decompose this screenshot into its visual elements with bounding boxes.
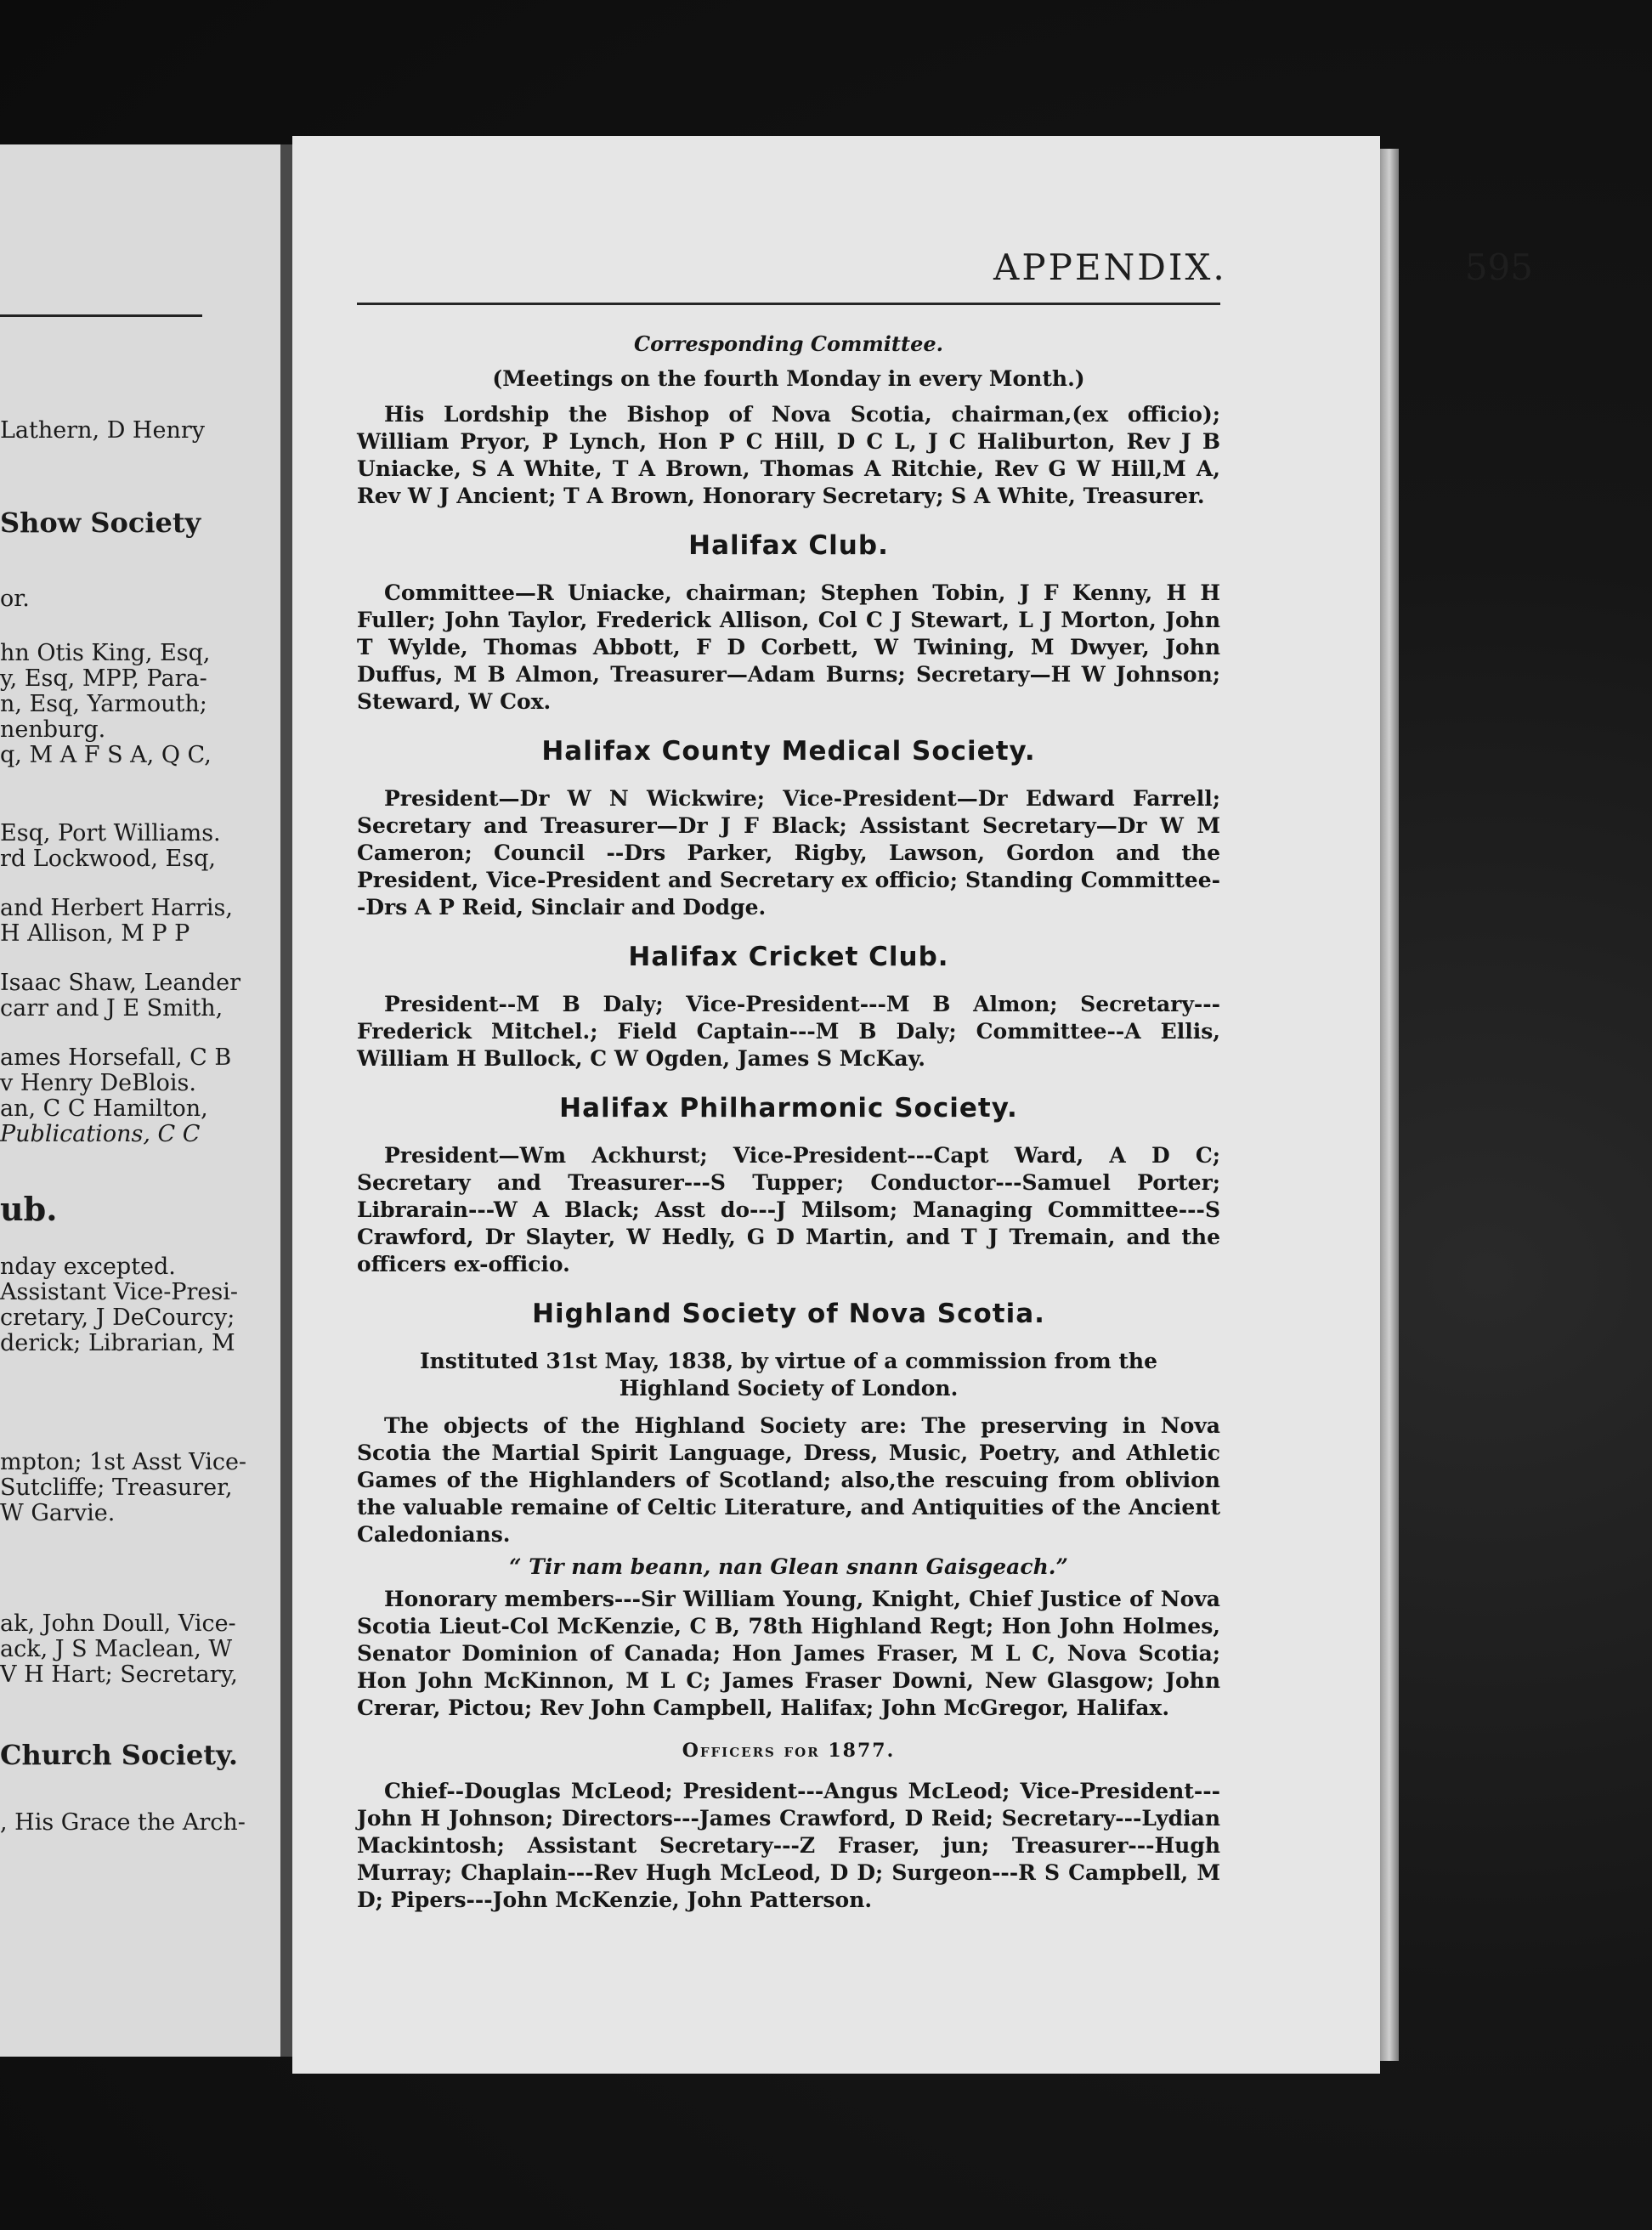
corresponding-committee-heading: Corresponding Committee.	[634, 331, 943, 356]
left-line: carr and J E Smith,	[0, 995, 223, 1022]
left-line: V H Hart; Secretary,	[0, 1661, 238, 1688]
left-line: v Henry DeBlois.	[0, 1070, 196, 1096]
book-gutter	[280, 144, 292, 2057]
left-line: Show Society	[0, 507, 201, 539]
left-line: W Garvie.	[0, 1500, 116, 1526]
highland-honorary-members: Honorary members---Sir William Young, Knight, Chief Justice of Nova Scotia Lieut-Col McKenzie, C B, 78th Highland Regt; Hon John Holmes, Senator Dominion of Canada; Hon James Fraser, M L C, Nova Scotia; Hon John McKinnon, M L C; James Fraser Downi, New Glasgow; John Crerar, Pictou; Rev John Campbell, Halifax; John McGregor, Halifax.	[357, 1587, 1220, 1720]
left-line: , His Grace the Arch-	[0, 1809, 246, 1836]
page-edge	[1380, 149, 1399, 2061]
left-line: mpton; 1st Asst Vice-	[0, 1449, 247, 1475]
left-line: nenburg.	[0, 716, 106, 743]
left-line: ub.	[0, 1190, 58, 1228]
medical-society-heading: Halifax County Medical Society.	[541, 736, 1036, 767]
meetings-note: (Meetings on the fourth Monday in every Month.)	[492, 366, 1085, 391]
left-line: Assistant Vice-Presi-	[0, 1279, 239, 1305]
corresponding-committee-body: His Lordship the Bishop of Nova Scotia, chairman,(ex officio); William Pryor, P Lynch, Hon P C Hill, D C L, J C Haliburton, Rev J B Uniacke, S A White, T A Brown, Thomas A Ritchie, Rev G W Hill,M A, Rev W J Ancient; T A Brown, Honorary Secretary; S A White, Treasurer.	[357, 402, 1220, 508]
philharmonic-society-body: President—Wm Ackhurst; Vice-President---Capt Ward, A D C; Secretary and Treasurer---S Tupper; Conductor---Samuel Porter; Librarain---W A Black; Asst do---J Milsom; Managing Committee---S Crawford, Dr Slayter, W Hedly, G D Martin, and T J Tremain, and the officers ex-officio.	[357, 1143, 1220, 1276]
left-line: ak, John Doull, Vice-	[0, 1610, 236, 1637]
left-line: y, Esq, MPP, Para-	[0, 665, 207, 692]
medical-society-body: President—Dr W N Wickwire; Vice-President—Dr Edward Farrell; Secretary and Treasurer—Dr J F Black; Assistant Secretary—Dr W M Cameron; Council --Drs Parker, Rigby, Lawson, Gordon and the President, Vice-President and Secretary ex officio; Standing Committee--Drs A P Reid, Sinclair and Dodge.	[357, 786, 1220, 920]
highland-instituted: Instituted 31st May, 1838, by virtue of a commission from the Highland Society of London.	[419, 1349, 1158, 1401]
highland-officers: Chief--Douglas McLeod; President---Angus McLeod; Vice-President---John H Johnson; Directors---James Crawford, D Reid; Secretary---Lydian Mackintosh; Assistant Secretary---Z Fraser, jun; Treasurer---Hugh Murray; Chaplain---Rev Hugh McLeod, D D; Surgeon---R S Campbell, M D; Pipers---John McKenzie, John Patterson.	[357, 1779, 1220, 1912]
previous-page-fragment	[0, 144, 280, 2057]
running-head-title: APPENDIX.	[993, 246, 1227, 288]
left-line: rd Lockwood, Esq,	[0, 846, 216, 872]
cricket-club-heading: Halifax Cricket Club.	[628, 942, 949, 972]
left-line: Lathern, D Henry	[0, 417, 206, 444]
running-head	[649, 246, 1533, 292]
left-line: cretary, J DeCourcy;	[0, 1305, 235, 1331]
left-line: ack, J S Maclean, W	[0, 1636, 233, 1662]
left-line: and Herbert Harris,	[0, 895, 233, 921]
left-line: derick; Librarian, M	[0, 1330, 235, 1356]
left-line: Publications, C C	[0, 1121, 201, 1147]
left-line: n, Esq, Yarmouth;	[0, 691, 207, 717]
highland-objects: The objects of the Highland Society are: The preserving in Nova Scotia the Martial Spirit Language, Dress, Music, Poetry, and Athletic Games of the Highlanders of Scotland; also,the rescuing from oblivion the valuable remaine of Celtic Literature, and Antiquities of the Ancient Caledonians.	[357, 1413, 1220, 1547]
head-rule	[357, 303, 1220, 305]
left-line: Church Society.	[0, 1739, 239, 1771]
left-line: or.	[0, 586, 30, 612]
halifax-club-heading: Halifax Club.	[688, 530, 889, 561]
cricket-club-body: President--M B Daly; Vice-President---M B Almon; Secretary---Frederick Mitchel.; Field Captain---M B Daly; Committee--A Ellis, William H Bullock, C W Ogden, James S McKay.	[357, 992, 1220, 1071]
philharmonic-society-heading: Halifax Philharmonic Society.	[559, 1093, 1018, 1123]
officers-heading: Officers for 1877.	[682, 1740, 896, 1762]
left-line: nday excepted.	[0, 1254, 176, 1280]
halifax-club-body: Committee—R Uniacke, chairman; Stephen Tobin, J F Kenny, H H Fuller; John Taylor, Frederick Allison, Col C J Stewart, L J Morton, John T Wylde, Thomas Abbott, F D Corbett, W Twining, M Dwyer, John Duffus, M B Almon, Treasurer—Adam Burns; Secretary—H W Johnson; Steward, W Cox.	[357, 580, 1220, 714]
left-line: H Allison, M P P	[0, 920, 190, 947]
appendix-page	[292, 136, 1533, 2074]
left-line: hn Otis King, Esq,	[0, 640, 211, 666]
left-line: ames Horsefall, C B	[0, 1044, 232, 1071]
highland-society-heading: Highland Society of Nova Scotia.	[532, 1299, 1045, 1329]
page-number: 595	[1464, 246, 1533, 288]
left-line: q, M A F S A, Q C,	[0, 742, 212, 768]
left-line: Isaac Shaw, Leander	[0, 970, 241, 996]
highland-motto: “ Tir nam beann, nan Glean snann Gaisgeach.”	[509, 1554, 1068, 1579]
page-content	[357, 316, 1220, 1914]
left-line: an, C C Hamilton,	[0, 1095, 208, 1122]
left-line: Esq, Port Williams.	[0, 820, 221, 846]
left-line: Sutcliffe; Treasurer,	[0, 1474, 233, 1501]
left-page-rule	[0, 314, 202, 317]
